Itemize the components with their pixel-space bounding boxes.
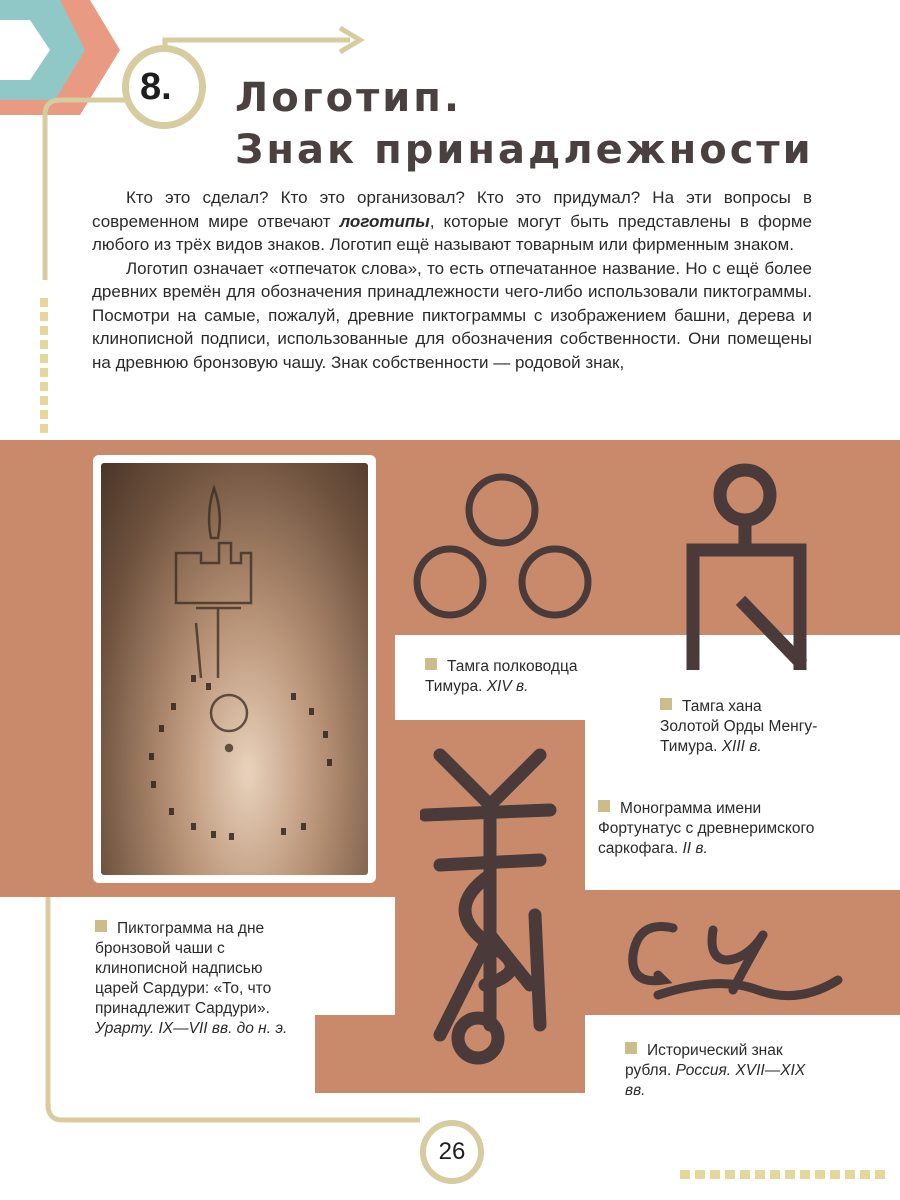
corner-chevron-decoration [0, 0, 140, 120]
body-text [92, 186, 812, 374]
caption-bullet [625, 1042, 637, 1054]
fortunatus-monogram-icon [420, 745, 560, 1065]
paragraph-2: Логотип означает «отпечаток слова», то есть отпечатанное название. Но с ещё более древних времён для обозначения принадлежности чего-либо использовали пиктограммы. Посмотри на самые, пожалуй, древние пиктограммы с изображением башни, дерева и клинописной подписи, использованные для обозначения собственности. Они помещены на древнюю бронзовую чашу. Знак собственности — родовой знак, [92, 258, 812, 372]
p1-end: , которые могут быть представлены в форме любого из трёх видов знаков. Логотип ещё называют товарным или фирменным знаком. [92, 211, 812, 254]
caption-pictogram-era: Урарту. IX—VII вв. до н. э. [95, 1020, 288, 1037]
section-number: 8. [140, 66, 172, 108]
title-line-2: Знак принадлежности [235, 127, 814, 173]
ruble-sign-icon [618, 910, 848, 1010]
caption-mengu-era: XIII в. [721, 738, 762, 755]
paragraph-1 [92, 186, 812, 257]
pictogram-engraving [101, 463, 368, 875]
p1-start: Кто это сделал? Кто это организовал? Кто это придумал? На эти вопросы в современном мире отвечают [92, 188, 812, 231]
caption-fortunatus [598, 799, 833, 859]
caption-pictogram-text: Пиктограмма на дне бронзовой чаши с клинописной надписью царей Сардури: «То, что принадлежит Сардури». [95, 920, 272, 1017]
decorative-dots-bottom [680, 1170, 890, 1179]
p1-emphasis: логотипы [339, 211, 430, 231]
title-line-1: Логотип. [235, 75, 463, 121]
caption-timur-text: Тамга полководца Тимура. [425, 658, 578, 695]
caption-fortunatus-era: II в. [682, 840, 708, 857]
mengu-timur-tamga-icon [680, 460, 815, 670]
page-title [235, 72, 814, 176]
caption-fortunatus-text: Монограмма имени Фортунатус с древнеримского саркофага. [598, 800, 815, 857]
caption-pictogram [95, 919, 305, 1039]
bronze-bowl-photo [101, 463, 368, 875]
caption-ruble [625, 1041, 825, 1101]
page-number: 26 [438, 1138, 466, 1165]
caption-bullet [660, 698, 672, 710]
caption-ruble-era: Россия. XVII—XIX вв. [625, 1062, 806, 1099]
caption-bullet [598, 800, 610, 812]
decorative-dots-left [40, 298, 50, 438]
caption-mengu-text: Тамга хана Золотой Орды Менгу-Тимура. [660, 698, 818, 755]
caption-mengu [660, 697, 820, 757]
caption-timur [425, 657, 605, 697]
caption-bullet [425, 658, 437, 670]
caption-bullet [95, 920, 107, 932]
bronze-bowl-photo-frame [93, 455, 376, 883]
timur-tamga-icon [410, 470, 595, 625]
caption-ruble-text: Исторический знак рубля. [625, 1042, 783, 1079]
caption-timur-era: XIV в. [486, 678, 529, 695]
